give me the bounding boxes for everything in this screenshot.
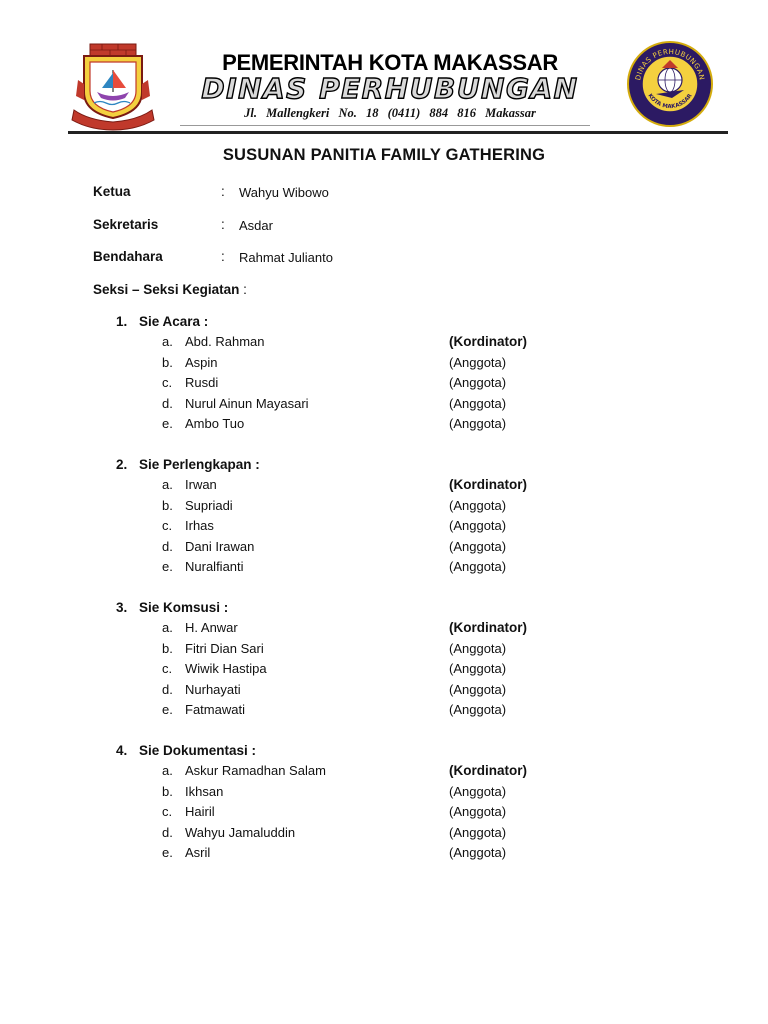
member-letter: e. — [162, 845, 173, 860]
member-name: Nurul Ainun Mayasari — [185, 395, 309, 411]
member-row — [116, 355, 676, 376]
member-role: (Anggota) — [449, 824, 507, 840]
member-row — [116, 825, 676, 846]
section-heading — [116, 743, 676, 763]
member-name: Aspin — [185, 354, 218, 370]
member-row — [116, 498, 676, 519]
member-name: Ambo Tuo — [185, 416, 245, 431]
officer-name: Asdar — [239, 218, 273, 233]
member-name: Askur Ramadhan Salam — [185, 763, 326, 778]
section-title: Sie Komsusi : — [139, 600, 229, 615]
member-name: Asril — [185, 845, 211, 860]
department-name: DINAS PERHUBUNGAN — [201, 72, 579, 105]
member-role: (Anggota) — [449, 375, 507, 390]
member-row — [116, 477, 676, 498]
member-role: (Kordinator) — [449, 334, 527, 349]
seal-text-top: DINAS PERHUBUNGAN — [634, 47, 706, 82]
section-number: 3. — [116, 600, 128, 615]
section-title: Sie Perlengkapan : — [139, 457, 260, 472]
member-row — [116, 396, 676, 417]
member-row — [116, 375, 676, 396]
section-number: 1. — [116, 314, 128, 329]
section-heading — [116, 457, 676, 477]
sections-heading — [93, 282, 247, 297]
member-row — [116, 641, 676, 662]
member-letter: c. — [162, 518, 173, 533]
officer-colon: : — [221, 184, 225, 199]
member-role: (Kordinator) — [449, 620, 527, 635]
member-letter: a. — [162, 620, 173, 635]
member-name: Nurhayati — [185, 681, 241, 697]
member-role: (Anggota) — [449, 681, 507, 697]
member-role: (Anggota) — [449, 416, 507, 431]
sections-heading-colon: : — [243, 282, 247, 297]
member-role: (Anggota) — [449, 354, 507, 370]
member-name: Wahyu Jamaluddin — [185, 824, 296, 840]
member-row — [116, 845, 676, 866]
member-name: Wiwik Hastipa — [185, 661, 267, 676]
member-name: Dani Irawan — [185, 538, 255, 554]
member-letter: a. — [162, 334, 173, 349]
header-thick-rule — [68, 131, 728, 134]
member-row — [116, 661, 676, 682]
member-row — [116, 804, 676, 825]
section-sie-perlengkapan — [116, 457, 676, 580]
member-row — [116, 784, 676, 805]
officer-colon: : — [221, 249, 225, 264]
member-row — [116, 559, 676, 580]
member-role: (Anggota) — [449, 702, 507, 717]
member-name: Nuralfianti — [185, 559, 244, 574]
officer-label: Bendahara — [93, 249, 163, 264]
member-letter: d. — [162, 681, 173, 697]
member-name: Rusdi — [185, 375, 219, 390]
sections-heading-label: Seksi – Seksi Kegiatan — [93, 282, 240, 297]
member-role: (Anggota) — [449, 640, 507, 656]
officer-name: Wahyu Wibowo — [239, 185, 329, 200]
member-row — [116, 702, 676, 723]
member-role: (Anggota) — [449, 804, 507, 819]
member-row — [116, 763, 676, 784]
member-role: (Anggota) — [449, 845, 507, 860]
member-name: Supriadi — [185, 497, 233, 513]
member-letter: c. — [162, 375, 173, 390]
member-name: H. Anwar — [185, 620, 238, 635]
member-letter: c. — [162, 804, 173, 819]
member-role: (Anggota) — [449, 497, 507, 513]
member-name: Fitri Dian Sari — [185, 640, 264, 656]
member-role: (Anggota) — [449, 559, 507, 574]
section-title: Sie Acara : — [139, 314, 209, 329]
member-role: (Anggota) — [449, 518, 507, 533]
member-name: Fatmawati — [185, 702, 245, 717]
member-name: Abd. Rahman — [185, 334, 265, 349]
section-sie-acara — [116, 314, 676, 437]
government-name: PEMERINTAH KOTA MAKASSAR — [222, 50, 558, 75]
member-role: (Kordinator) — [449, 477, 527, 492]
member-letter: a. — [162, 477, 173, 492]
city-crest-logo — [70, 40, 156, 132]
member-role: (Anggota) — [449, 783, 507, 799]
member-row — [116, 334, 676, 355]
officer-label: Sekretaris — [93, 217, 159, 232]
member-letter: d. — [162, 395, 173, 411]
section-sie-dokumentasi — [116, 743, 676, 866]
member-name: Irwan — [185, 477, 217, 492]
member-role: (Kordinator) — [449, 763, 527, 778]
member-letter: e. — [162, 559, 173, 574]
member-row — [116, 682, 676, 703]
officer-name: Rahmat Julianto — [239, 250, 333, 265]
document-title: SUSUNAN PANITIA FAMILY GATHERING — [222, 146, 546, 164]
member-letter: a. — [162, 763, 173, 778]
member-name: Hairil — [185, 804, 215, 819]
section-title: Sie Dokumentasi : — [139, 743, 257, 758]
member-row — [116, 518, 676, 539]
member-role: (Anggota) — [449, 538, 507, 554]
section-sie-komsusi — [116, 600, 676, 723]
member-role: (Anggota) — [449, 661, 507, 676]
member-letter: c. — [162, 661, 173, 676]
officer-label: Ketua — [93, 184, 131, 199]
dishub-seal-logo — [626, 40, 714, 128]
member-row — [116, 539, 676, 560]
letterhead — [0, 0, 768, 140]
member-letter: b. — [162, 354, 173, 370]
member-row — [116, 620, 676, 641]
section-number: 4. — [116, 743, 128, 758]
section-heading — [116, 600, 676, 620]
officer-colon: : — [221, 217, 225, 232]
member-letter: b. — [162, 497, 173, 513]
member-row — [116, 416, 676, 437]
member-name: Ikhsan — [185, 783, 224, 799]
member-letter: b. — [162, 783, 173, 799]
header-thin-rule — [180, 125, 590, 126]
member-letter: b. — [162, 640, 173, 656]
member-letter: e. — [162, 416, 173, 431]
department-address: Jl. Mallengkeri No. 18 (0411) 884 816 Makassar — [244, 106, 536, 120]
member-letter: e. — [162, 702, 173, 717]
member-name: Irhas — [185, 518, 214, 533]
member-letter: d. — [162, 824, 173, 840]
member-letter: d. — [162, 538, 173, 554]
section-number: 2. — [116, 457, 128, 472]
member-role: (Anggota) — [449, 395, 507, 411]
section-heading — [116, 314, 676, 334]
seal-text-bottom: KOTA MAKASSAR — [646, 93, 694, 111]
